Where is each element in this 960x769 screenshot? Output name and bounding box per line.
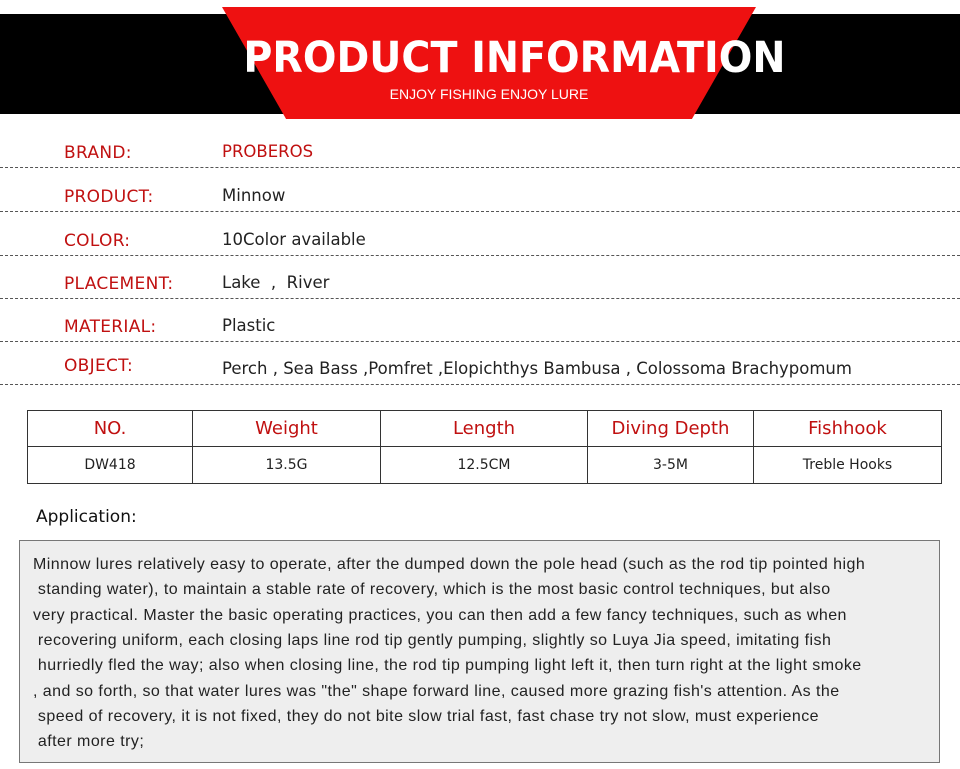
application-text-line: very practical. Master the basic operating practices, you can then add a few fancy techniques, such as when [33, 607, 847, 624]
table-cell: 3-5M [588, 447, 754, 484]
table-header-cell: Fishhook [754, 411, 942, 447]
table-header-cell: NO. [28, 411, 193, 447]
table-header-cell: Length [381, 411, 588, 447]
spec-row-placement [0, 255, 960, 299]
spec-row-color [0, 212, 960, 256]
application-text-line: Minnow lures relatively easy to operate, after the dumped down the pole head (such as the rod tip pointed high [33, 556, 866, 573]
spec-label: BRAND: [64, 143, 132, 163]
table-cell: 13.5G [193, 447, 381, 484]
application-text-line: hurriedly fled the way; also when closing line, the rod tip pumping light left it, then turn right at the light smoke [33, 657, 862, 674]
spec-table [27, 410, 942, 484]
application-heading: Application: [36, 507, 137, 527]
table-row [28, 447, 942, 484]
spec-value: Minnow [222, 186, 286, 205]
spec-value: PROBEROS [222, 142, 314, 161]
table-header-cell: Diving Depth [588, 411, 754, 447]
spec-row-brand [0, 124, 960, 168]
application-text-line: , and so forth, so that water lures was "the" shape forward line, caused more grazing fish's attention. As the [33, 683, 840, 700]
table-header-row [28, 411, 942, 447]
table-header-cell: Weight [193, 411, 381, 447]
spec-label: MATERIAL: [64, 317, 157, 337]
spec-row-product [0, 168, 960, 212]
application-text-line: after more try; [33, 733, 145, 750]
spec-label: COLOR: [64, 231, 131, 251]
spec-value: Plastic [222, 316, 276, 335]
spec-label: OBJECT: [64, 356, 134, 376]
spec-label: PRODUCT: [64, 187, 154, 207]
spec-row-object [0, 341, 960, 385]
spec-row-material [0, 298, 960, 342]
table-cell: 12.5CM [381, 447, 588, 484]
page-subtitle: ENJOY FISHING ENJOY LURE [389, 86, 589, 102]
spec-value: 10Color available [222, 230, 366, 249]
page-title: PRODUCT INFORMATION [243, 33, 786, 83]
table-cell: Treble Hooks [754, 447, 942, 484]
application-text-line: recovering uniform, each closing laps line rod tip gently pumping, slightly so Luya Jia speed, imitating fish [33, 632, 832, 649]
spec-value: Perch , Sea Bass ,Pomfret ,Elopichthys Bambusa , Colossoma Brachypomum [222, 359, 852, 378]
application-text-line: speed of recovery, it is not fixed, they do not bite slow trial fast, fast chase try not slow, must experience [33, 708, 820, 725]
application-text-box [19, 540, 940, 763]
application-text-line: standing water), to maintain a stable rate of recovery, which is the most basic control techniques, but also [33, 581, 831, 598]
spec-value: Lake , River [222, 273, 330, 292]
spec-label: PLACEMENT: [64, 274, 174, 294]
table-cell: DW418 [28, 447, 193, 484]
